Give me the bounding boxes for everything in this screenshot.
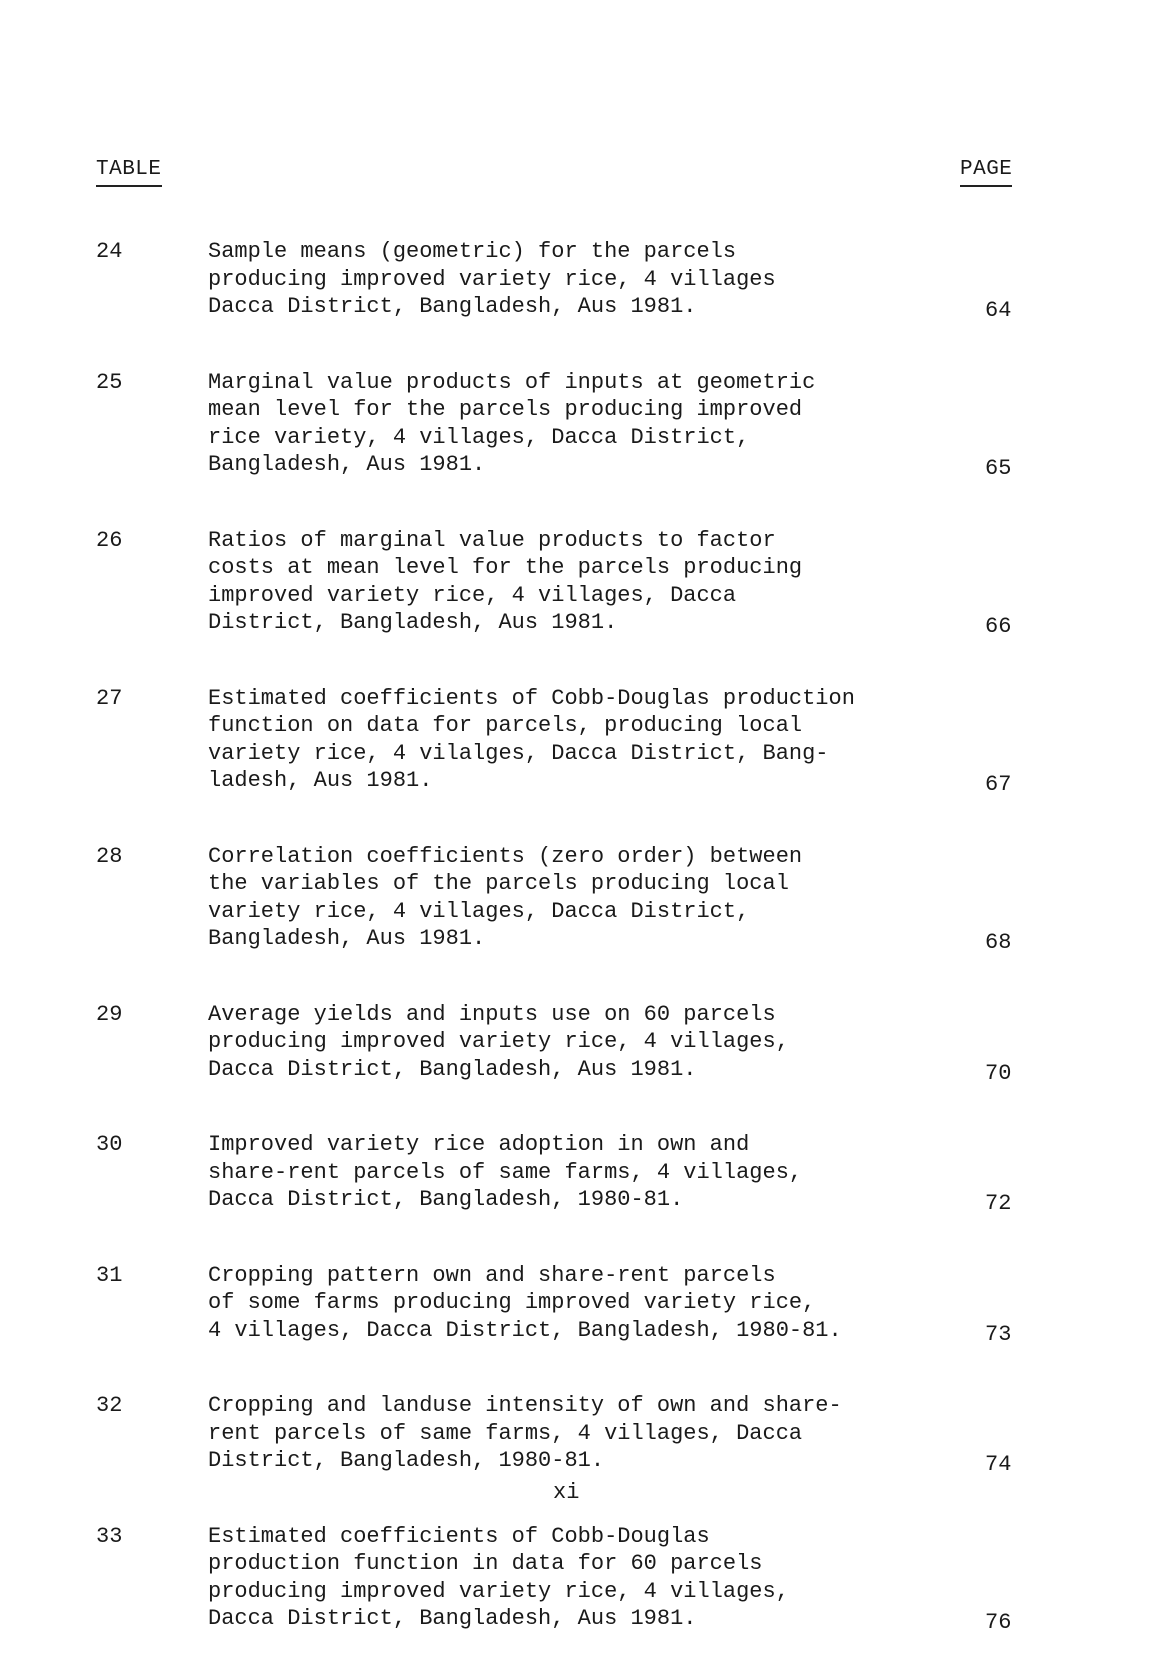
table-title	[208, 843, 908, 953]
table-page-number: 68	[985, 930, 1012, 955]
table-title-line: producing improved variety rice, 4 villages,	[208, 1578, 789, 1604]
table-number: 31	[96, 1262, 123, 1288]
table-number: 28	[96, 843, 123, 869]
table-title-line: Estimated coefficients of Cobb-Douglas	[208, 1523, 710, 1549]
table-title-line: rent parcels of same farms, 4 villages, Dacca	[208, 1420, 803, 1446]
table-page-number: 72	[985, 1191, 1012, 1216]
table-title-line: Marginal value products of inputs at geometric	[208, 369, 816, 395]
table-title	[208, 1262, 908, 1345]
table-title	[208, 238, 908, 321]
table-page-number: 74	[985, 1452, 1012, 1477]
table-number: 26	[96, 527, 123, 553]
table-title-line: Cropping pattern own and share-rent parcels	[208, 1262, 776, 1288]
table-title-line: costs at mean level for the parcels producing	[208, 555, 803, 580]
table-title	[208, 1131, 908, 1214]
table-title-line: Dacca District, Bangladesh, Aus 1981.	[208, 294, 697, 319]
table-title-line: Average yields and inputs use on 60 parcels	[208, 1001, 776, 1027]
table-number: 33	[96, 1523, 123, 1549]
table-page-number: 76	[985, 1610, 1012, 1635]
table-number: 27	[96, 685, 123, 711]
table-page-number: 67	[985, 772, 1012, 797]
table-title-line: Sample means (geometric) for the parcels	[208, 239, 737, 264]
table-title-line: 4 villages, Dacca District, Bangladesh, 1980-81.	[208, 1317, 842, 1343]
table-number: 29	[96, 1001, 123, 1027]
table-page-number: 65	[985, 456, 1012, 481]
table-number: 24	[96, 239, 123, 264]
table-title-line: Improved variety rice adoption in own and	[208, 1132, 750, 1157]
table-title-line: Ratios of marginal value products to factor	[208, 527, 776, 553]
table-title-line: Dacca District, Bangladesh, Aus 1981.	[208, 1056, 697, 1082]
table-title-line: Bangladesh, Aus 1981.	[208, 926, 486, 951]
table-number: 25	[96, 369, 123, 395]
table-title-line: variety rice, 4 villages, Dacca District,	[208, 898, 750, 924]
table-number: 32	[96, 1393, 123, 1418]
table-title-line: District, Bangladesh, Aus 1981.	[208, 610, 618, 635]
table-title	[208, 1392, 908, 1475]
table-title-line: Dacca District, Bangladesh, 1980-81.	[208, 1187, 684, 1212]
table-title-line: Bangladesh, Aus 1981.	[208, 452, 486, 477]
table-column-header: TABLE	[96, 158, 162, 187]
table-title-line: producing improved variety rice, 4 villages,	[208, 1029, 789, 1054]
table-title	[208, 685, 908, 795]
table-title-line: mean level for the parcels producing improved	[208, 397, 803, 422]
table-title-line: Correlation coefficients (zero order) between	[208, 843, 803, 869]
table-page-number: 70	[985, 1060, 1012, 1086]
table-page-number: 73	[985, 1321, 1012, 1347]
table-title-line: function on data for parcels, producing local	[208, 713, 803, 738]
table-title	[208, 369, 908, 479]
table-number: 30	[96, 1132, 123, 1157]
table-title-line: ladesh, Aus 1981.	[208, 768, 433, 793]
page-column-header: PAGE	[960, 158, 1012, 187]
table-title-line: District, Bangladesh, 1980-81.	[208, 1448, 605, 1473]
table-title-line: production function in data for 60 parcels	[208, 1551, 763, 1576]
page-number: xi	[553, 1480, 580, 1505]
table-title-line: producing improved variety rice, 4 villages	[208, 266, 776, 292]
table-title-line: variety rice, 4 vilalges, Dacca District, Bang-	[208, 740, 829, 766]
table-title-line: rice variety, 4 villages, Dacca District,	[208, 424, 750, 450]
table-title-line: share-rent parcels of same farms, 4 villages,	[208, 1159, 803, 1185]
table-title-line: improved variety rice, 4 villages, Dacca	[208, 582, 737, 608]
table-title	[208, 1001, 908, 1084]
table-title-line: Cropping and landuse intensity of own and share-	[208, 1393, 842, 1418]
table-title-line: Estimated coefficients of Cobb-Douglas production	[208, 685, 855, 711]
table-page-number: 66	[985, 614, 1012, 639]
table-title	[208, 527, 908, 637]
table-title-line: Dacca District, Bangladesh, Aus 1981.	[208, 1606, 697, 1631]
table-title	[208, 1523, 908, 1633]
table-page-number: 64	[985, 298, 1012, 323]
table-title-line: the variables of the parcels producing local	[208, 871, 789, 896]
table-title-line: of some farms producing improved variety rice,	[208, 1290, 816, 1315]
